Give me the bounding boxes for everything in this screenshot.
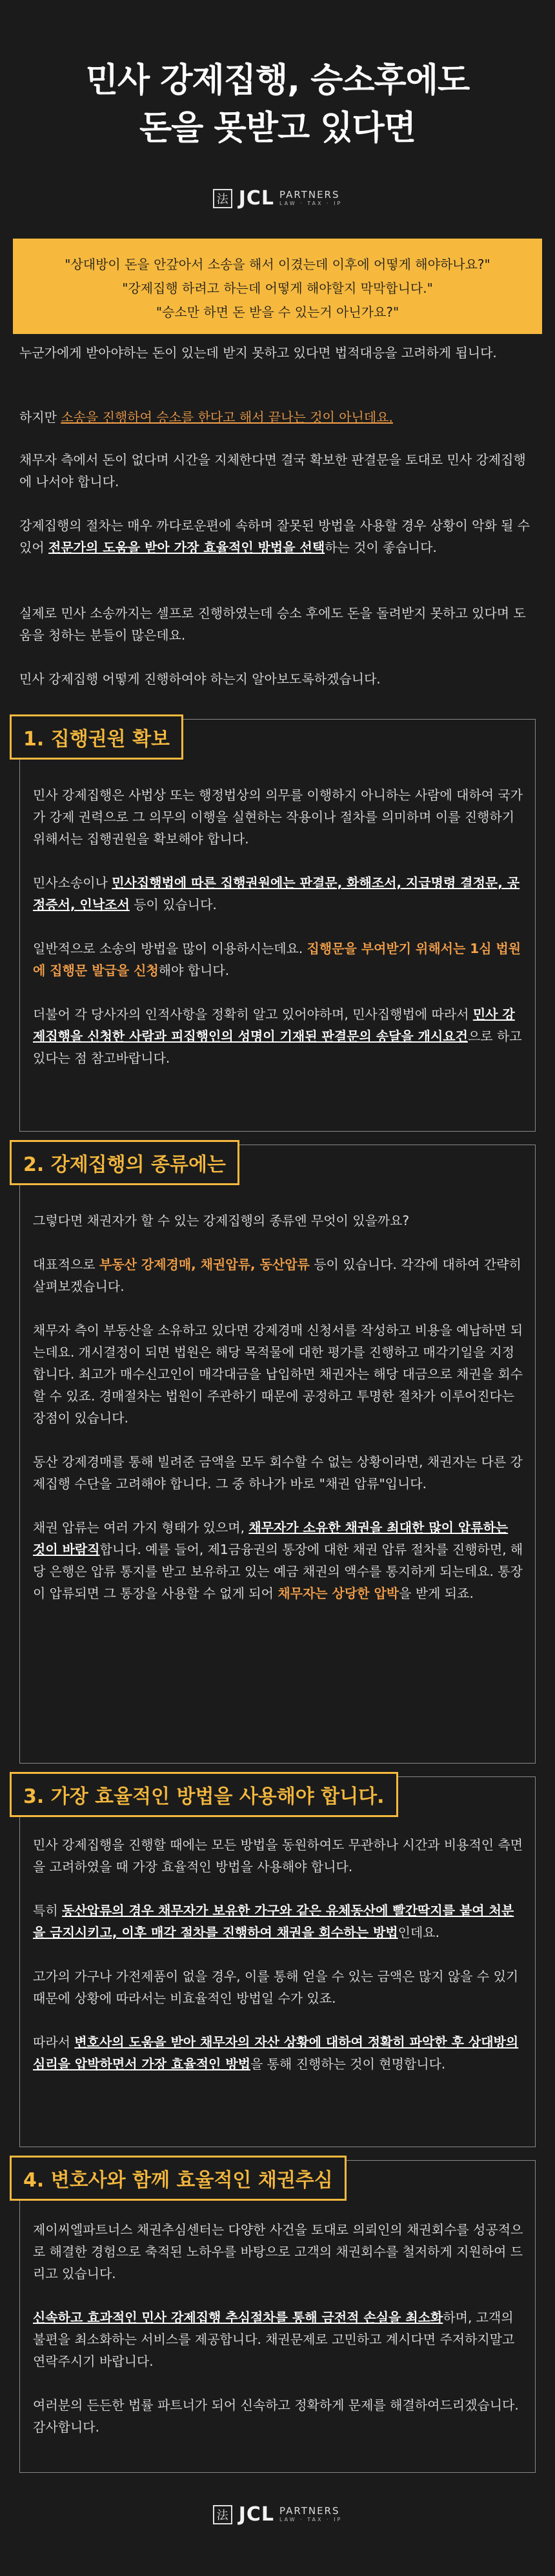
intro-paragraph-4 <box>19 515 536 558</box>
footer-logo-name: JCL <box>238 2503 275 2526</box>
section-1-body <box>33 784 523 1091</box>
s2-paragraph-3: 채무자 측이 부동산을 소유하고 있다면 강제경매 신청서를 작성하고 비용을 예납하면 되는데요. 개시결정이 되면 법원은 해당 목적물에 대한 평가를 진행하고 매각기일을 지정합니다. 최고가 매수신고인이 매각대금을 납입하면 채권자는 해당 대금으로 채권을 회수할 수 있죠. 경매절차는 법원이 주관하기 때문에 공정하고 투명한 절차가 이루어진다는 장점이 있습니다. <box>33 1322 523 1426</box>
section-2 <box>19 1145 536 1764</box>
s2-p5-a: 채권 압류는 여러 가지 형태가 있으며, <box>33 1520 249 1535</box>
footer-logo <box>0 2503 555 2526</box>
s1-p2-a: 민사소송이나 <box>33 875 112 890</box>
s2-paragraph-1: 그렇다면 채권자가 할 수 있는 강제집행의 종류엔 무엇이 있을까요? <box>33 1213 410 1228</box>
s3-paragraph-1: 민사 강제집행을 진행할 때에는 모든 방법을 동원하여도 무관하나 시간과 비용적인 측면을 고려하였을 때 가장 효율적인 방법을 사용해야 합니다. <box>33 1837 523 1874</box>
quote-2: "강제집행 하려고 하는데 어떻게 해야할지 막막합니다." <box>122 280 433 296</box>
logo-tagline: LAW · TAX · IP <box>279 201 343 206</box>
intro-p2-highlight: 소송을 진행하여 승소를 한다고 해서 끝나는 것이 아닌데요. <box>61 409 393 425</box>
s3-paragraph-2 <box>33 1900 523 1943</box>
s2-paragraph-2 <box>33 1254 523 1297</box>
s3-p4-highlight: 변호사의 도움을 받아 채무자의 자산 상황에 대하여 정확히 파악한 후 상대방의 심리을 압박하면서 가장 효율적인 방법 <box>33 2034 519 2072</box>
s4-paragraph-2 <box>33 2306 523 2372</box>
s2-p2-highlight: 부동산 강제경매, 채권압류, 동산압류 <box>99 1257 310 1272</box>
s3-p4-c: 을 통해 진행하는 것이 현명합니다. <box>250 2056 446 2072</box>
intro-p4-text-c: 하는 것이 좋습니다. <box>325 540 437 555</box>
section-1-heading: 1. 집행권원 확보 <box>10 714 183 760</box>
title-line-1: 민사 강제집행, 승소후에도 <box>85 61 470 100</box>
s3-p4-a: 따라서 <box>33 2034 75 2050</box>
s2-p5-highlight: 채무자가 소유한 채권을 최대한 많이 압류하는 것이 바람직 <box>33 1520 509 1557</box>
intro-paragraph-5: 실제로 민사 소송까지는 셀프로 진행하였는데 승소 후에도 돈을 돌려받지 못하고 있다며 도움을 청하는 분들이 많은데요. <box>19 605 526 643</box>
footer-logo-mark-icon: 法 <box>213 2505 232 2524</box>
intro-paragraph-2 <box>19 406 536 428</box>
intro-p4-text-a: 강제집행의 절차는 매우 까다로운편에 속하며 잘못된 방법을 사용할 경우 상황이 악화 될 수 있어 <box>19 518 530 555</box>
s1-p3-c: 해야 합니다. <box>158 963 230 978</box>
header-logo <box>0 187 555 210</box>
section-4-body <box>33 2219 523 2460</box>
intro-paragraph-1: 누군가에게 받아야하는 돈이 있는데 받지 못하고 있다면 법적대응을 고려하게 됩니다. <box>19 345 497 360</box>
s1-paragraph-2 <box>33 872 523 916</box>
quote-1: "상대방이 돈을 안갚아서 소송을 해서 이겼는데 이후에 어떻게 해야하나요?" <box>65 257 490 272</box>
s1-p4-c: 으로 하고 있다는 점 참고바랍니다. <box>33 1028 522 1066</box>
quote-box <box>13 239 542 334</box>
section-2-heading: 2. 강제집행의 종류에는 <box>10 1140 239 1185</box>
s1-paragraph-4 <box>33 1003 523 1069</box>
intro-p4-highlight: 전문가의 도움을 받아 가장 효율적인 방법을 선택 <box>48 540 325 555</box>
s4-paragraph-1: 제이씨엘파트너스 채권추심센터는 다양한 사건을 토대로 의뢰인의 채권회수를 성공적으로 해결한 경험으로 축적된 노하우를 바탕으로 고객의 채권회수를 철저하게 지원하여 드리고 있습니다. <box>33 2222 523 2281</box>
s1-p4-a: 더불어 각 당사자의 인적사항을 정확히 알고 있어야하며, 민사집행법에 따라서 <box>33 1007 473 1022</box>
s4-p2-b: 하며, 고객의 불편을 최소화하는 서비스를 제공합니다. 채권문제로 고민하고 계시다면 주저하지말고 연락주시기 바랍니다. <box>33 2310 515 2369</box>
footer-logo-tagline: LAW · TAX · IP <box>279 2517 343 2522</box>
logo-mark-icon: 法 <box>213 189 232 208</box>
logo-partners: PARTNERS <box>279 189 340 201</box>
section-1 <box>19 719 536 1132</box>
s2-p5-highlight-2: 채무자는 상당한 압박 <box>278 1586 399 1601</box>
section-4-heading: 4. 변호사와 함께 효율적인 채권추심 <box>10 2156 347 2201</box>
intro-paragraph-6: 민사 강제집행 어떻게 진행하여야 하는지 알아보도록하겠습니다. <box>19 671 381 687</box>
s4-p2-highlight: 신속하고 효과적인 민사 강제집행 추심절차를 통해 금전적 손실을 최소화 <box>33 2310 443 2325</box>
s2-p2-a: 대표적으로 <box>33 1257 99 1272</box>
s3-p2-c: 인데요. <box>398 1925 439 1940</box>
s1-p4-highlight: 민사 강제집행을 신청한 사람과 피집행인의 성명이 기재된 판결문의 송달을 개시요건 <box>33 1007 515 1044</box>
s1-paragraph-1: 민사 강제집행은 사법상 또는 행정법상의 의무를 이행하지 아니하는 사람에 대하여 국가가 강제 권력으로 그 의무의 이행을 실현하는 작용이나 절차를 의미하며 이를 진행하기 위해서는 집행권원을 확보해야 합니다. <box>33 787 523 847</box>
s1-p2-c: 등이 있습니다. <box>129 897 217 912</box>
quote-3: "승소만 하면 돈 받을 수 있는거 아닌가요?" <box>156 304 399 320</box>
s4-paragraph-3: 여러분의 든든한 법률 파트너가 되어 신속하고 정확하게 문제를 해결하여드리겠습니다. 감사합니다. <box>33 2397 519 2435</box>
s1-p3-a: 일반적으로 소송의 방법을 많이 이용하시는데요. <box>33 941 307 956</box>
section-3 <box>19 1776 536 2147</box>
intro-paragraph-3: 채무자 측에서 돈이 없다며 시간을 지체한다면 결국 확보한 판결문을 토대로 민사 강제집행에 나서야 합니다. <box>19 452 526 489</box>
s2-p2-c: 등이 있습니다. 각각에 대하여 간략히 살펴보겠습니다. <box>33 1257 521 1294</box>
section-2-body <box>33 1210 523 1626</box>
s1-p2-highlight: 민사집행법에 따른 집행권원에는 판결문, 화해조서, 지급명령 결정문, 공정증서, 인낙조서 <box>33 875 520 912</box>
s2-paragraph-4: 동산 강제경매를 통해 빌려준 금액을 모두 회수할 수 없는 상황이라면, 채권자는 다른 강제집행 수단을 고려해야 합니다. 그 중 하나가 바로 "채권 압류"입니다. <box>33 1454 523 1491</box>
footer-logo-sub <box>279 2506 342 2522</box>
s1-paragraph-3 <box>33 938 523 981</box>
s2-p5-c: 합니다. 예를 들어, 제1금융권의 통장에 대한 채권 압류 절차를 진행하면, 해당 은행은 압류 통지를 받고 보유하고 있는 예금 채권의 액수를 통지하게 되는데요. 통장이 압류되면 그 통장을 사용할 수 없게 되어 <box>33 1542 523 1601</box>
intro-p2-text: 하지만 <box>19 409 61 425</box>
footer-logo-partners: PARTNERS <box>279 2505 340 2517</box>
s3-p2-a: 특히 <box>33 1903 62 1918</box>
s2-paragraph-5 <box>33 1517 523 1604</box>
section-4 <box>19 2160 536 2473</box>
logo-name: JCL <box>238 187 275 210</box>
section-3-body <box>33 1834 523 2097</box>
logo-sub <box>279 190 342 206</box>
s1-p3-highlight: 집행문을 부여받기 위해서는 1심 법원에 집행문 발급을 신청 <box>33 941 521 978</box>
s2-p5-e: 을 받게 되죠. <box>399 1586 474 1601</box>
section-3-heading: 3. 가장 효율적인 방법을 사용해야 합니다. <box>10 1772 398 1817</box>
s3-paragraph-3: 고가의 가구나 가전제품이 없을 경우, 이를 통해 얻을 수 있는 금액은 많지 않을 수 있기 때문에 상황에 따라서는 비효율적인 방법일 수가 있죠. <box>33 1969 519 2006</box>
title-line-2: 돈을 못받고 있다면 <box>139 109 416 148</box>
s3-p2-highlight: 동산압류의 경우 채무자가 보유한 가구와 같은 유체동산에 빨간딱지를 붙여 처분을 금지시키고, 이후 매각 절차를 진행하여 채권을 회수하는 방법 <box>33 1903 514 1940</box>
page-title <box>0 57 555 152</box>
s3-paragraph-4 <box>33 2031 523 2075</box>
